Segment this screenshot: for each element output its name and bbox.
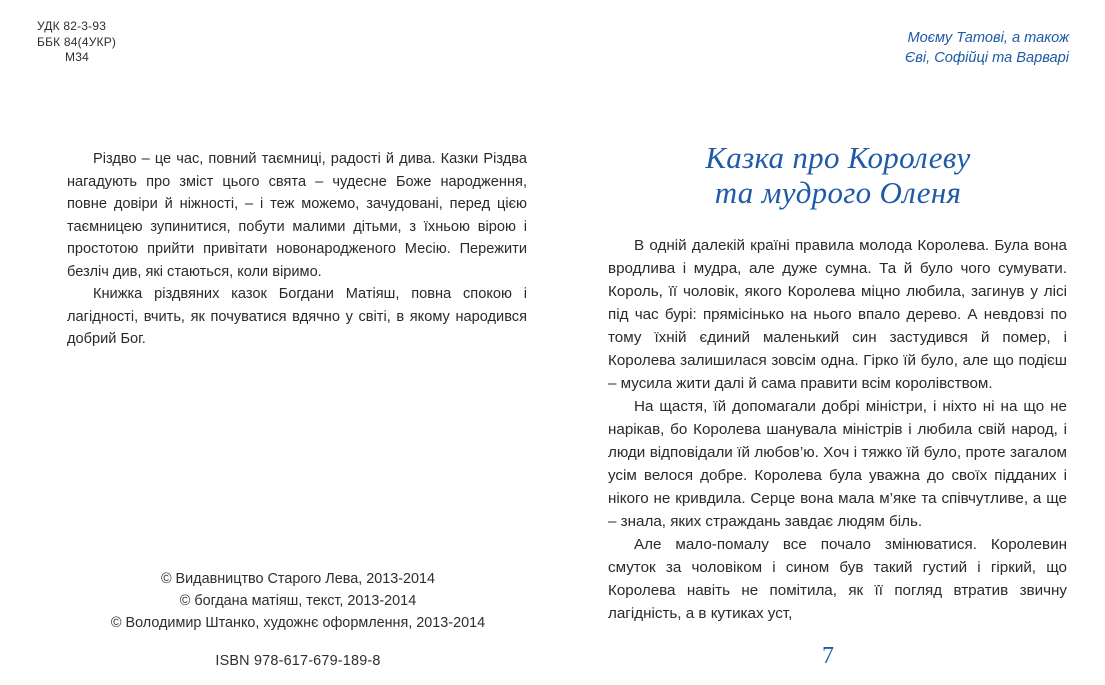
story-paragraph: В одній далекій країні правила молода Королева. Була вона вродлива і мудра, але дуже сумна. Та й було чого сумувати. Король, її чоловік, якого Королева міцно любила, загинув у лісі під час бурі: прямісінько на нього впало дерево. А невдовзі по тому їхній єдиний маленький син застудився й помер, і Королева залишилася зовсім одна. Гірко їй було, але що подієш – мусила жити далі й сама правити всім королівством. xyxy=(608,237,1067,392)
bibliographic-codes xyxy=(37,19,116,66)
intro-paragraph: Різдво – це час, повний таємниці, радості й дива. Казки Різдва нагадують про зміст цього свята – чудесне Боже народження, повне довіри й ніжності, – і теж можемо, зачудовані, перед цією таємницею зупинитися, побути малими дітьми, з їхньою вірою і простотою прийти привітати новонародженого Месію. Пережити безліч див, які стаються, коли віримо. xyxy=(67,151,527,280)
left-page xyxy=(0,0,552,685)
story-paragraph: На щастя, їй допомагали добрі міністри, і ніхто ні на що не нарікав, бо Королева шанувала міністрів і любила свій народ, і люди відповідали їй любов’ю. Хоч і тяжко їй було, проте загалом усім велося добре. Королева була уважна до своїх підданих і нікого не кривдила. Серце вона мала м’яке та співчутливе, а ще – знала, яких страждань завдає людям біль. xyxy=(608,398,1067,530)
page-number: 7 xyxy=(822,643,834,669)
dedication-line: Моєму Татові, а також xyxy=(907,30,1069,46)
author-code: М34 xyxy=(65,50,89,64)
udk-code: УДК 82-3-93 xyxy=(37,19,107,33)
copyright-publisher: © Видавництво Старого Лева, 2013-2014 xyxy=(160,571,436,587)
copyright-illustrations: © Володимир Штанко, художнє оформлення, 2013-2014 xyxy=(110,615,486,631)
bbk-code: ББК 84(4УКР) xyxy=(37,34,117,49)
intro-paragraph: Книжка різдвяних казок Богдани Матіяш, повна спокою і лагідності, вчить, як почуватися вдячно у світі, в якому народився добрий Бог. xyxy=(67,286,527,347)
copyright-text: © богдана матіяш, текст, 2013-2014 xyxy=(179,593,417,609)
story-title-line: Казка про Королеву xyxy=(705,140,971,175)
story-title-line: та мудрого Оленя xyxy=(714,175,962,210)
dedication-line: Єві, Софійці та Варварі xyxy=(904,49,1069,66)
story-title xyxy=(608,140,1068,210)
intro-text xyxy=(67,148,527,351)
dedication xyxy=(905,29,1069,68)
isbn: ISBN 978-617-679-189-8 xyxy=(215,653,381,669)
story-body xyxy=(608,234,1067,625)
story-paragraph: Але мало-помалу все почало змінюватися. Королевин смуток за чоловіком і сином був такий густий і гіркий, що Королева навіть не помітила, як її погляд втратив звичну лагідність, а в кутиках уст, xyxy=(608,536,1067,622)
copyright-block xyxy=(67,568,529,634)
